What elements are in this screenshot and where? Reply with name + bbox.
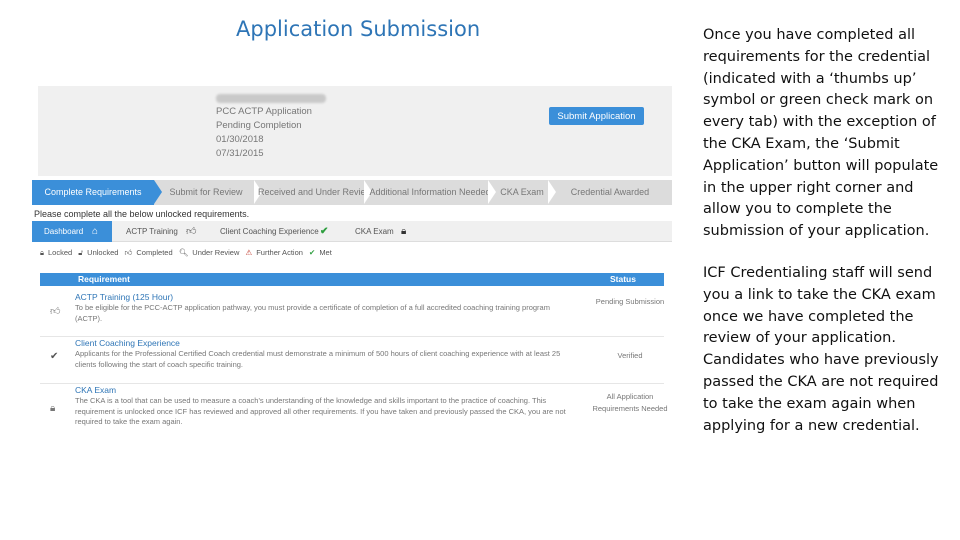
legend-further-action: Further Action (256, 248, 303, 257)
step-credential-awarded[interactable]: Credential Awarded (570, 187, 650, 197)
tab-client-coaching-experience[interactable] (220, 221, 332, 242)
instructions-note: Please complete all the below unlocked requirements. (34, 209, 250, 219)
slide-title: Application Submission (236, 17, 481, 41)
step-complete-requirements[interactable]: Complete Requirements (32, 180, 154, 205)
table-row (40, 385, 668, 440)
explanation-text (703, 25, 953, 457)
legend-under-review: Under Review (192, 248, 240, 257)
table-row (40, 292, 664, 330)
tab-client-coaching-label: Client Coaching Experience (220, 227, 319, 236)
tab-cka-exam[interactable] (355, 221, 420, 242)
requirement-description: To be eligible for the PCC-ACTP application pathway, you must provide a certificate of completion of a full accredited coaching training program (ACTP). (75, 303, 550, 323)
tab-actp-training-label: ACTP Training (126, 227, 178, 236)
legend-met: Met (319, 248, 332, 257)
status-legend (40, 248, 336, 258)
tab-dashboard[interactable] (32, 221, 112, 242)
step-cka-exam[interactable]: CKA Exam (500, 187, 544, 197)
legend-completed: Completed (136, 248, 173, 257)
check-icon: ✔ (309, 248, 316, 257)
table-row (40, 338, 664, 376)
requirement-status: Pending Submission (595, 297, 665, 306)
requirement-column-header: Requirement (78, 274, 130, 284)
home-icon: ⌂ (92, 226, 99, 237)
check-icon: ✔ (320, 226, 329, 237)
step-additional-information[interactable]: Additional Information Needed (369, 187, 491, 197)
thumbs-up-icon: 👍︎ (50, 306, 61, 317)
submit-application-button[interactable]: Submit Application (549, 107, 644, 125)
tab-dashboard-label: Dashboard (44, 227, 84, 236)
requirement-title[interactable]: ACTP Training (125 Hour) (75, 292, 174, 302)
paragraph-cka: ICF Credentialing staff will send you a link to take the CKA exam once we have completed the review of your application. Candidates who have previously passed the CKA are not required to take the exam again when applying for a new credential. (703, 264, 939, 434)
requirement-description: Applicants for the Professional Certified Coach credential must demonstrate a minimum of 500 hours of client coaching experience with at least 25 clients following the start of coach specific training. (75, 349, 561, 369)
lock-icon: 🔒︎ (40, 248, 44, 257)
legend-unlocked: Unlocked (87, 248, 119, 257)
status-column-header: Status (610, 274, 636, 284)
thumbs-up-icon: 👍︎ (124, 248, 133, 257)
requirement-status: All Application Requirements Needed (592, 392, 668, 413)
applicant-name-redacted (216, 94, 326, 103)
application-summary (38, 86, 672, 176)
row-divider (40, 336, 664, 337)
paragraph-submission: Once you have completed all requirements for the credential (indicated with a ‘thumbs up’ symbol or green check mark on every tab) with the exception of the CKA Exam, the ‘Submit Application’ button will populate in the upper right corner and allow you to complete the submission of your application. (703, 27, 939, 240)
tab-actp-training[interactable] (126, 221, 206, 242)
step-received-under-review[interactable]: Received and Under Review (258, 187, 373, 197)
status-value: Pending Completion (216, 120, 302, 131)
requirements-table-header (40, 273, 664, 286)
progress-steps (32, 180, 672, 205)
unlock-icon: 🔓︎ (78, 248, 84, 257)
app-screenshot (32, 80, 672, 460)
row-divider (40, 383, 664, 384)
start-date-value: 01/30/2018 (216, 134, 264, 145)
requirement-status: Verified (617, 351, 643, 360)
search-icon: 🔍︎ (178, 248, 189, 257)
legend-locked: Locked (48, 248, 73, 257)
thumbs-up-icon: 👍︎ (186, 226, 197, 237)
alert-icon: ⚠ (245, 248, 253, 257)
check-icon: ✔ (50, 351, 59, 362)
due-date-value: 07/31/2015 (216, 148, 264, 159)
tab-cka-exam-label: CKA Exam (355, 227, 394, 236)
lock-icon: 🔒︎ (401, 226, 407, 237)
requirement-tabs (32, 221, 672, 242)
requirement-title[interactable]: Client Coaching Experience (75, 338, 180, 348)
requirement-title[interactable]: CKA Exam (75, 385, 117, 395)
requirement-description: The CKA is a tool that can be used to measure a coach's understanding of the knowledge and skills important to the practice of coaching. This requirement is unlocked once ICF has reviewed and approved all other requirements. If you have taken and previously passed the CKA, you are not required to take the exam again. (75, 396, 566, 426)
lock-icon: 🔒︎ (50, 403, 56, 414)
application-type-value: PCC ACTP Application (216, 106, 312, 117)
step-submit-for-review[interactable]: Submit for Review (169, 187, 243, 197)
